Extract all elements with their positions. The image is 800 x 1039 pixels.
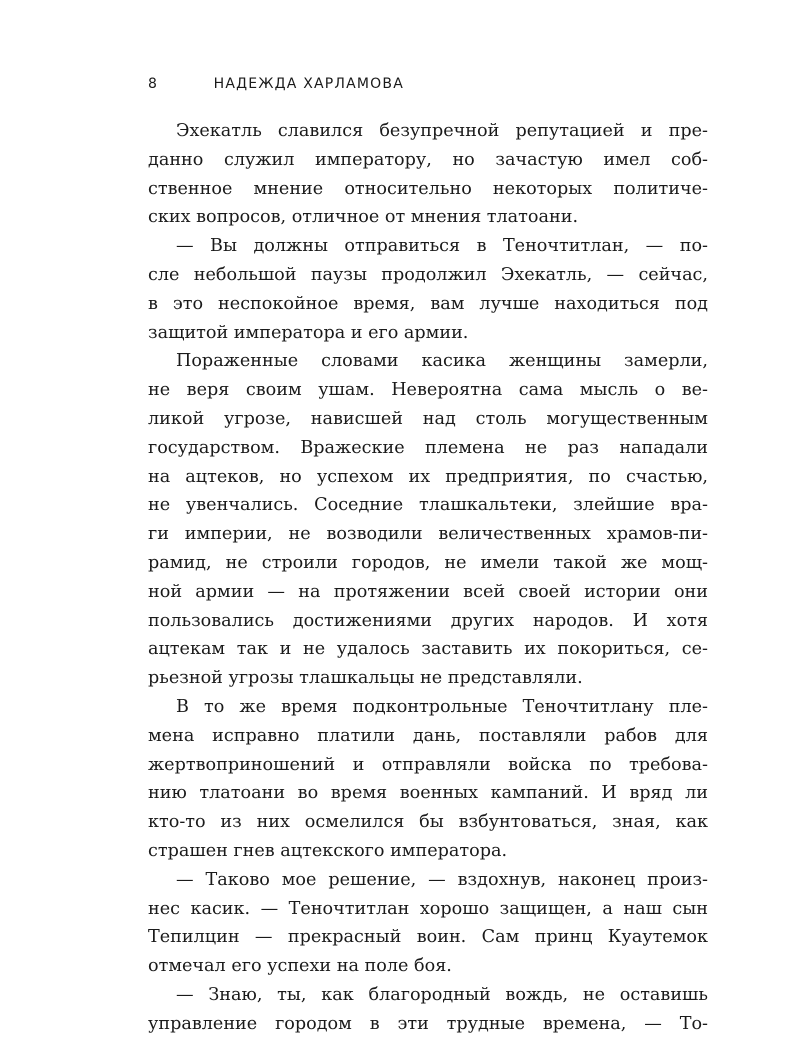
author-name: НАДЕЖДА ХАРЛАМОВА <box>213 76 404 92</box>
text-line: ственное мнение относительно некоторых политиче- <box>148 178 708 199</box>
text-line: — Таково мое решение, — вздохнув, наконец произ- <box>176 869 708 890</box>
text-line: Пораженные словами касика женщины замерли, <box>176 351 708 372</box>
text-line: ацтекам так и не удалось заставить их покориться, се- <box>148 639 708 660</box>
text-line: нию тлатоани во время военных кампаний. И вряд ли <box>148 783 708 804</box>
text-line: ной армии — на протяжении всей своей истории они <box>148 581 708 602</box>
text-line: на ацтеков, но успехом их предприятия, по счастью, <box>148 466 708 487</box>
page-number: 8 <box>148 76 159 92</box>
text-line: ги империи, не возводили величественных храмов-пи- <box>148 524 708 545</box>
text-line: защитой императора и его армии. <box>148 322 469 343</box>
running-head <box>148 76 708 96</box>
text-line: сле небольшой паузы продолжил Эхекатль, — сейчас, <box>148 264 708 285</box>
text-line: не веря своим ушам. Невероятна сама мысль о ве- <box>148 380 708 401</box>
body-text <box>148 117 708 1039</box>
text-line: — Знаю, ты, как благородный вождь, не оставишь <box>176 984 708 1005</box>
text-line: ликой угрозе, нависшей над столь могущественным <box>148 408 708 429</box>
text-line: Эхекатль славился безупречной репутацией и пре- <box>176 121 708 141</box>
text-line: Тепилцин — прекрасный воин. Сам принц Куаутемок <box>148 927 708 948</box>
text-line: мена исправно платили дань, поставляли рабов для <box>148 725 708 746</box>
text-line: В то же время подконтрольные Теночтитлану пле- <box>176 696 708 717</box>
text-line: отмечал его успехи на поле боя. <box>148 956 452 977</box>
text-line: нес касик. — Теночтитлан хорошо защищен, а наш сын <box>148 898 708 919</box>
text-line: государством. Вражеские племена не раз нападали <box>148 437 708 458</box>
text-line: данно служил императору, но зачастую имел соб- <box>148 149 708 170</box>
text-line: кто-то из них осмелился бы взбунтоваться, зная, как <box>148 812 708 833</box>
text-line: пользовались достижениями других народов. И хотя <box>148 610 708 631</box>
text-line: жертвоприношений и отправляли войска по требова- <box>148 754 708 775</box>
text-line: управление городом в эти трудные времена, — То- <box>148 1013 708 1034</box>
text-line: ских вопросов, отличное от мнения тлатоани. <box>148 207 579 228</box>
text-line: рьезной угрозы тлашкальцы не представляли. <box>148 668 583 689</box>
text-line: в это неспокойное время, вам лучше находиться под <box>148 293 708 314</box>
text-line: рамид, не строили городов, не имели такой же мощ- <box>148 552 708 573</box>
text-line: — Вы должны отправиться в Теночтитлан, — по- <box>176 236 708 257</box>
text-line: страшен гнев ацтекского императора. <box>148 840 508 861</box>
text-line: не увенчались. Соседние тлашкальтеки, злейшие вра- <box>148 495 708 516</box>
